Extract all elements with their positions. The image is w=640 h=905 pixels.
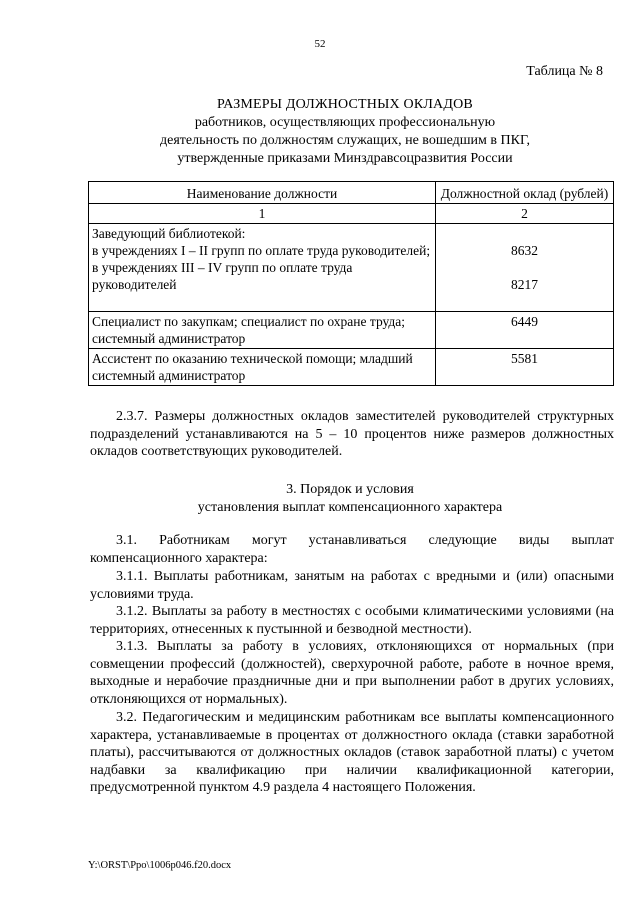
section-3-title	[80, 481, 620, 517]
col-index-1: 1	[89, 204, 436, 224]
position-head: Заведующий библиотекой:	[92, 226, 246, 241]
salary-cell	[436, 224, 614, 312]
table-label: Таблица № 8	[526, 64, 603, 79]
page-number: 52	[314, 38, 326, 50]
col-header-position: Наименование должности	[89, 182, 436, 204]
heading-line-1: работников, осуществляющих профессиональную	[194, 115, 496, 130]
section-3-title-line-2: установления выплат компенсационного характера	[197, 500, 503, 515]
position-sub-a: в учреждениях I – II групп по оплате труда руководителей;	[92, 243, 431, 258]
paragraph-3-1: 3.1. Работникам могут устанавливаться следующие виды выплат компенсационного характера:	[90, 533, 614, 566]
salary-cell: 5581	[436, 349, 614, 386]
salary-cell: 6449	[436, 312, 614, 349]
paragraph-3-1-2: 3.1.2. Выплаты за работу в местностях с особыми климатическими условиями (на территориях, отнесенных к пустынной и безводной местности).	[90, 604, 614, 637]
section-3-title-line-1: 3. Порядок и условия	[286, 482, 414, 497]
table-heading	[80, 96, 610, 168]
footer-file-path: Y:\ORST\Ppo\1006p046.f20.docx	[88, 860, 232, 871]
table-index-row	[89, 204, 614, 224]
col-index-2: 2	[436, 204, 614, 224]
position-cell: Специалист по закупкам; специалист по охране труда; системный администратор	[89, 312, 436, 349]
heading-line-2: деятельность по должностям служащих, не вошедшим в ПКГ,	[160, 133, 530, 148]
paragraph-2-3-7: 2.3.7. Размеры должностных окладов заместителей руководителей структурных подразделений устанавливаются на 5 – 10 процентов ниже размеров должностных окладов соответствующих руководителей.	[90, 409, 614, 459]
table-header-row	[89, 182, 614, 204]
salary-value-a: 8632	[511, 243, 538, 258]
col-header-salary: Должностной оклад (рублей)	[436, 182, 614, 204]
position-cell: Ассистент по оказанию технической помощи; младший системный администратор	[89, 349, 436, 386]
table-row	[89, 349, 614, 386]
position-cell	[89, 224, 436, 312]
salary-value-b: 8217	[511, 277, 538, 292]
paragraph-3-2: 3.2. Педагогическим и медицинским работникам все выплаты компенсационного характера, устанавливаемые в процентах от должностного оклада (ставки заработной платы), рассчитываются от должностных окладов (ставок заработной платы) с учетом надбавки за квалификацию при наличии квалификационной категории, предусмотренной пунктом 4.9 раздела 4 настоящего Положения.	[90, 710, 614, 795]
salary-table	[88, 181, 614, 386]
paragraph-3-1-3: 3.1.3. Выплаты за работу в условиях, отклоняющихся от нормальных (при совмещении профессий (должностей), сверхурочной работе, работе в ночное время, выходные и нерабочие праздничные дни и при выполнении работ в других условиях, отклоняющихся от нормальных).	[90, 639, 614, 707]
table-row	[89, 224, 614, 312]
heading-title: РАЗМЕРЫ ДОЛЖНОСТНЫХ ОКЛАДОВ	[217, 97, 473, 112]
table-row	[89, 312, 614, 349]
position-sub-b: в учреждениях III – IV групп по оплате труда руководителей	[92, 260, 353, 292]
paragraph-3-1-1: 3.1.1. Выплаты работникам, занятым на работах с вредными и (или) опасными условиями труда.	[90, 569, 614, 602]
heading-line-3: утвержденные приказами Минздравсоцразвития России	[177, 151, 513, 166]
